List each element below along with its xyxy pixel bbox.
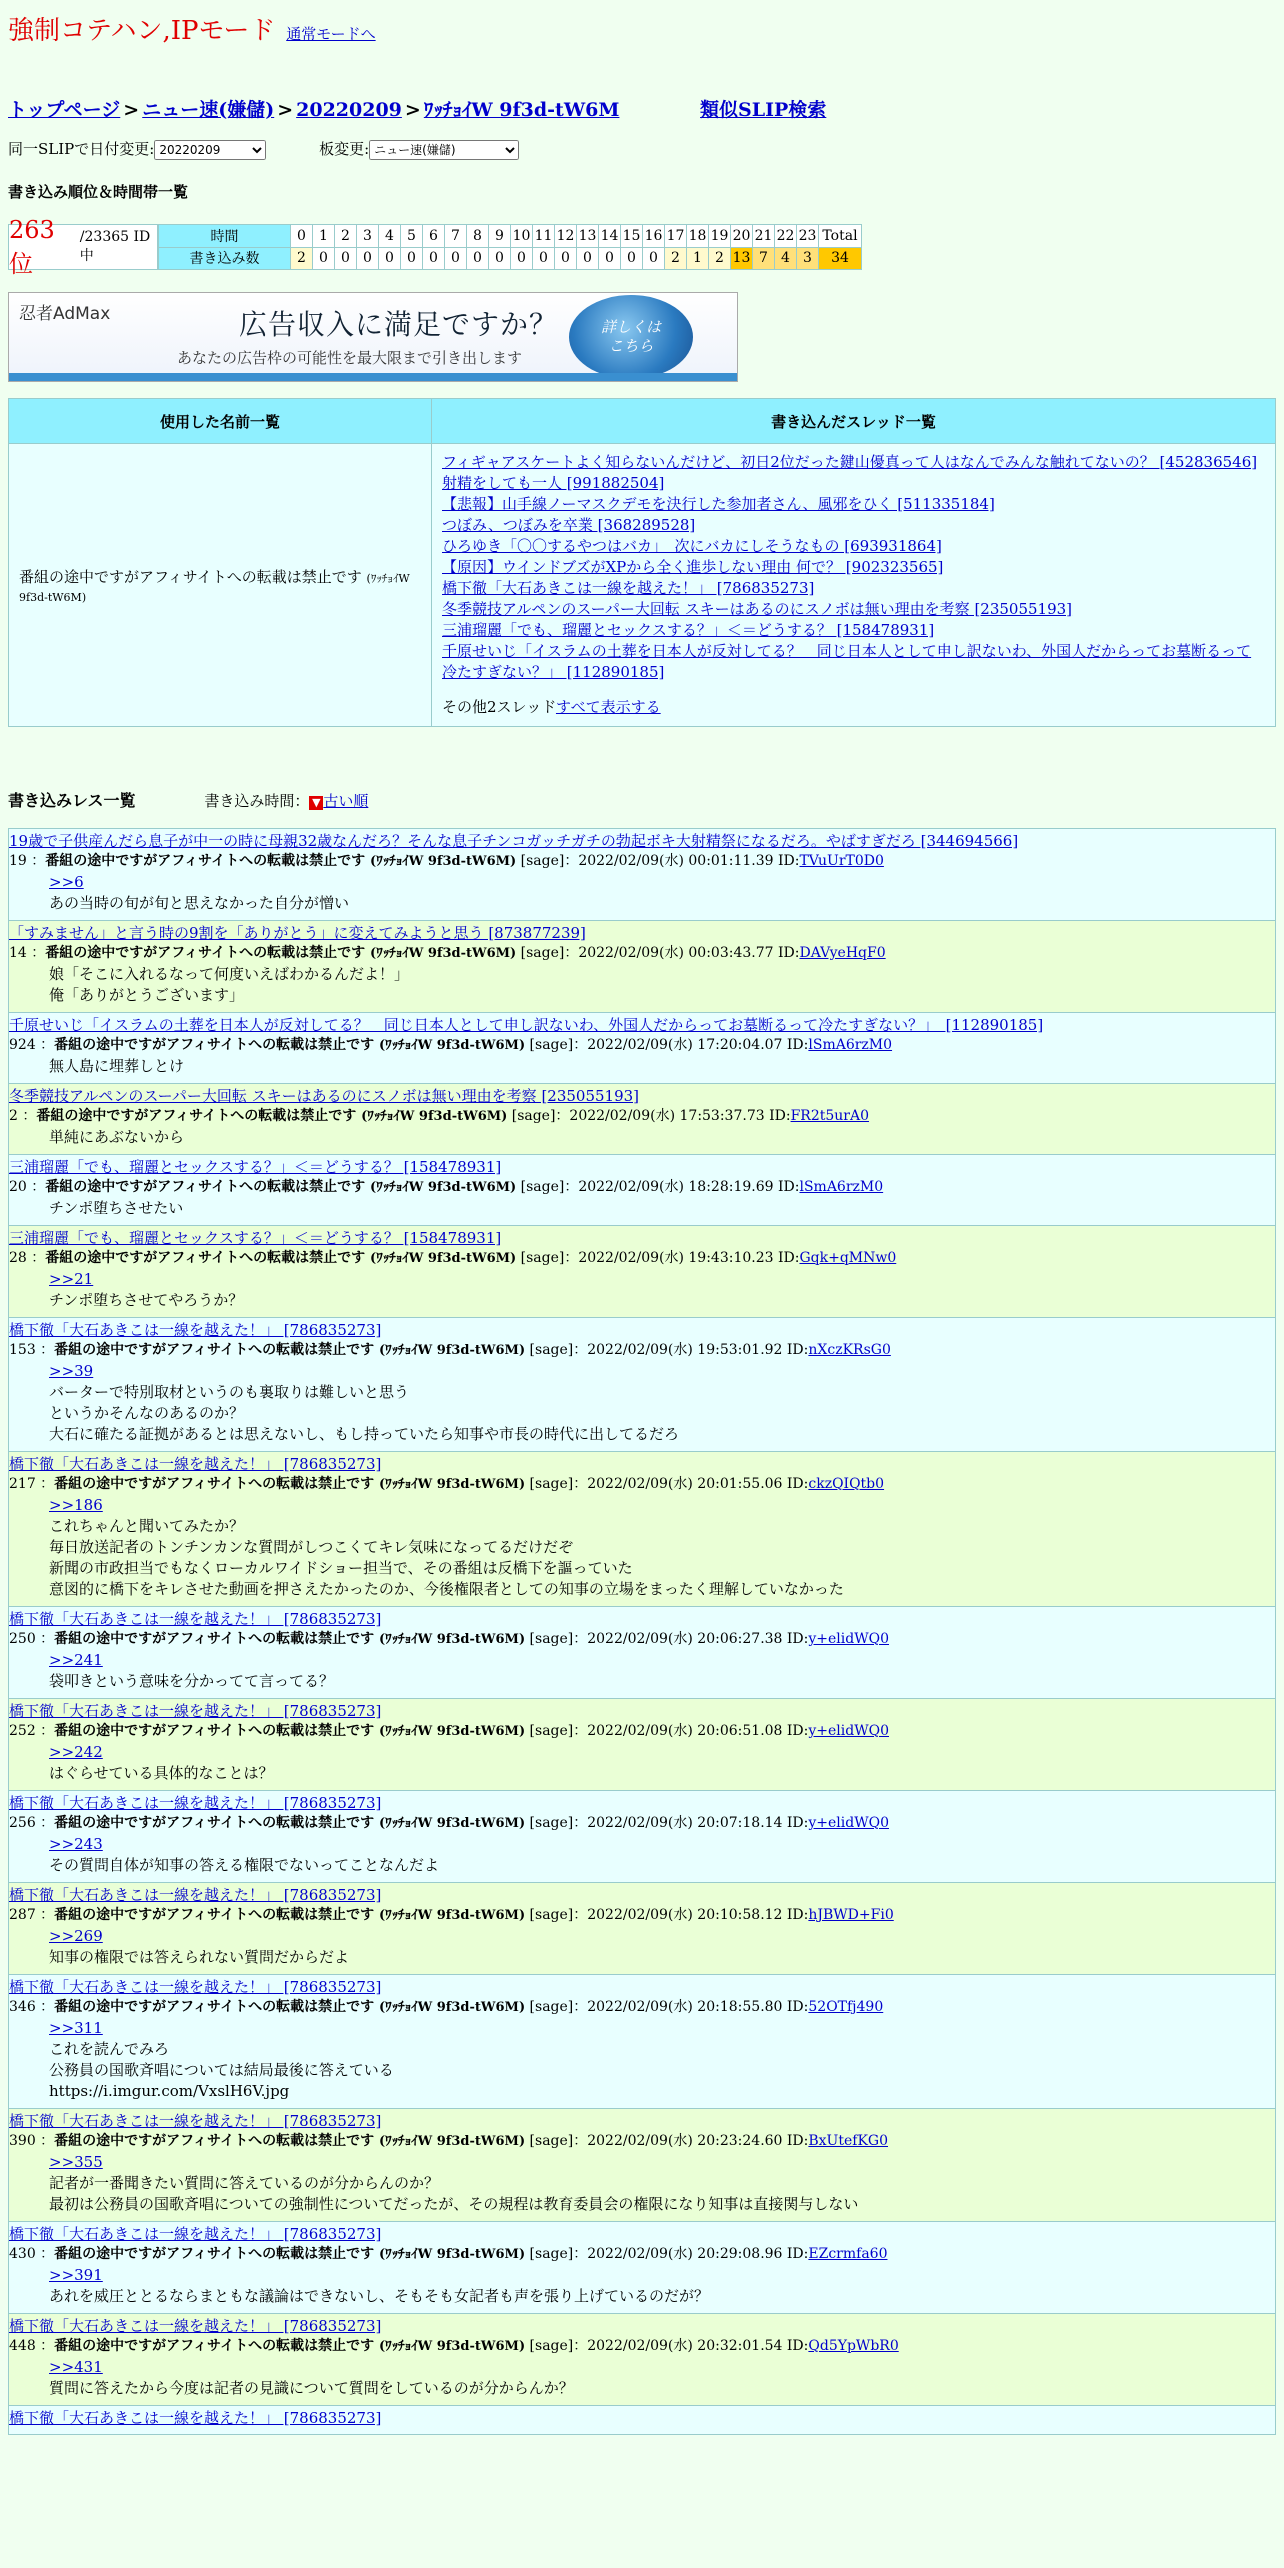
count-cell: 3 (797, 247, 819, 270)
post-name: 番組の途中ですがアフィサイトへの転載は禁止です (54, 1815, 379, 1831)
post-trip: (ﾜｯﾁｮｲW 9f3d-tW6M) (378, 1477, 526, 1492)
post-body (9, 964, 1275, 1006)
reply-anchor-link[interactable]: >>186 (49, 1496, 103, 1514)
post-header: 390 ：番組の途中ですがアフィサイトへの転載は禁止です (ﾜｯﾁｮｲW 9f3d-tW6M) [sage]：2022/02/09(水) 20:23:24.60 ID:BxUtefKG0 (9, 2133, 888, 2149)
post-thread-link[interactable]: 三浦瑠麗「でも、瑠麗とセックスする？」＜＝どうする？ [158478931] (9, 1229, 502, 1247)
reply-anchor-link[interactable]: >>6 (49, 873, 84, 891)
rank-box (8, 215, 158, 278)
thread-list (432, 444, 1276, 727)
post-thread-link[interactable]: 橋下徹「大石あきこは一線を越えた！」 [786835273] (9, 1886, 382, 1904)
reply-anchor-link[interactable]: >>39 (49, 1362, 94, 1380)
post-id-link[interactable]: 52OTfj490 (808, 1999, 884, 2015)
hour-cell: 20 (731, 225, 753, 248)
hour-cell: 7 (445, 225, 467, 248)
count-cell: 0 (621, 247, 643, 270)
post-line: 大石に確たる証拠があるとは思えないし、もし持っていたら知事や市長の時代に出してるだろ (49, 1425, 680, 1443)
post-name: 番組の途中ですがアフィサイトへの転載は禁止です (54, 1907, 379, 1923)
post-header: 217 ：番組の途中ですがアフィサイトへの転載は禁止です (ﾜｯﾁｮｲW 9f3d-tW6M) [sage]：2022/02/09(水) 20:01:55.06 ID:ckzQIQtb0 (9, 1476, 885, 1492)
ad-subtext: あなたの広告枠の可能性を最大限まで引き出します (177, 349, 523, 367)
post-list (8, 828, 1276, 2435)
post-id-link[interactable]: lSmA6rzM0 (808, 1037, 893, 1053)
count-cell: 0 (577, 247, 599, 270)
similar-slip-search-link[interactable]: 類似SLIP検索 (700, 99, 827, 121)
post-header: 250 ：番組の途中ですがアフィサイトへの転載は禁止です (ﾜｯﾁｮｲW 9f3d-tW6M) [sage]：2022/02/09(水) 20:06:27.38 ID:y+elidWQ0 (9, 1631, 889, 1647)
thread-link[interactable]: 三浦瑠麗「でも、瑠麗とセックスする？」＜＝どうする？ [158478931] (442, 621, 935, 639)
threads-header: 書き込んだスレッド一覧 (432, 399, 1276, 444)
count-cell: 0 (467, 247, 489, 270)
post-body (9, 1198, 1275, 1219)
hour-cell: 0 (291, 225, 313, 248)
post (8, 1452, 1276, 1607)
post-body (9, 872, 1275, 914)
reply-anchor-link[interactable]: >>241 (49, 1651, 103, 1669)
thread-link[interactable]: 【原因】ウインドブズがXPから全く進歩しない理由 何で？ [902323565] (442, 558, 944, 576)
hour-cell: 1 (313, 225, 335, 248)
post (8, 2222, 1276, 2314)
post-trip: (ﾜｯﾁｮｲW 9f3d-tW6M) (370, 854, 517, 869)
post-id-link[interactable]: EZcrmfa60 (808, 2246, 888, 2262)
post-id-link[interactable]: FR2t5urA0 (790, 1108, 869, 1124)
post-body (9, 1834, 1275, 1876)
post-id-link[interactable]: nXczKRsG0 (808, 1342, 891, 1358)
post-header: 20 ：番組の途中ですがアフィサイトへの転載は禁止です (ﾜｯﾁｮｲW 9f3d-tW6M) [sage]：2022/02/09(水) 18:28:19.69 ID:lSmA6rzM0 (9, 1179, 884, 1195)
post-body (9, 2152, 1275, 2215)
hour-cell: 12 (555, 225, 577, 248)
hour-cell: 17 (665, 225, 687, 248)
post-header: 153 ：番組の途中ですがアフィサイトへの転載は禁止です (ﾜｯﾁｮｲW 9f3d-tW6M) [sage]：2022/02/09(水) 19:53:01.92 ID:nXczKRsG0 (9, 1342, 891, 1358)
reply-anchor-link[interactable]: >>355 (49, 2153, 103, 2171)
post-header: 14 ：番組の途中ですがアフィサイトへの転載は禁止です (ﾜｯﾁｮｲW 9f3d-tW6M) [sage]：2022/02/09(水) 00:03:43.77 ID:DAVyeHqF0 (9, 945, 886, 961)
post-header: 19 ：番組の途中ですがアフィサイトへの転載は禁止です (ﾜｯﾁｮｲW 9f3d-tW6M) [sage]：2022/02/09(水) 00:01:11.39 ID:TVuUrT0D0 (9, 853, 884, 869)
reply-anchor-link[interactable]: >>311 (49, 2019, 103, 2037)
post-thread-link[interactable]: 「すみません」と言う時の9割を「ありがとう」に変えてみようと思う [873877239] (9, 924, 586, 942)
posts-title: 書き込みレス一覧 (8, 791, 136, 810)
post (8, 1607, 1276, 1699)
post-trip: (ﾜｯﾁｮｲW 9f3d-tW6M) (378, 1343, 526, 1358)
post (8, 1013, 1276, 1084)
count-cell: 0 (555, 247, 577, 270)
post-id-link[interactable]: y+elidWQ0 (808, 1723, 889, 1739)
post-id-link[interactable]: hJBWD+Fi0 (808, 1907, 894, 1923)
breadcrumb-top[interactable]: トップページ (8, 99, 121, 121)
board-change-label: 板変更: (319, 140, 370, 158)
hour-cell: 21 (753, 225, 775, 248)
hour-cell: 4 (379, 225, 401, 248)
count-cell: 4 (775, 247, 797, 270)
hour-cell: 5 (401, 225, 423, 248)
count-cell: 0 (599, 247, 621, 270)
post (8, 1883, 1276, 1975)
poster-name: 番組の途中ですがアフィサイトへの転載は禁止です (19, 567, 362, 586)
post-id-link[interactable]: Gqk+qMNw0 (799, 1250, 897, 1266)
post-thread-link[interactable]: 橋下徹「大石あきこは一線を越えた！」 [786835273] (9, 1321, 382, 1339)
post-line: これを読んでみろ (49, 2040, 170, 2058)
post-name: 番組の途中ですがアフィサイトへの転載は禁止です (54, 2338, 379, 2354)
post-name: 番組の途中ですがアフィサイトへの転載は禁止です (54, 1723, 379, 1739)
ad-headline: 広告収入に満足ですか？ (239, 308, 559, 341)
normal-mode-link[interactable]: 通常モードへ (286, 25, 376, 43)
post-name: 番組の途中ですがアフィサイトへの転載は禁止です (45, 853, 371, 869)
count-cell: 7 (753, 247, 775, 270)
post-header: 430 ：番組の途中ですがアフィサイトへの転載は禁止です (ﾜｯﾁｮｲW 9f3d-tW6M) [sage]：2022/02/09(水) 20:29:08.96 ID:EZcrmfa60 (9, 2246, 888, 2262)
rank-number: 263 位 (9, 215, 55, 278)
thread-link[interactable]: 橋下徹「大石あきこは一線を越えた！」 [786835273] (442, 579, 815, 597)
count-cell: 0 (643, 247, 665, 270)
post-id-link[interactable]: y+elidWQ0 (808, 1631, 889, 1647)
post-trip: (ﾜｯﾁｮｲW 9f3d-tW6M) (378, 1632, 526, 1647)
post-thread-link[interactable]: 橋下徹「大石あきこは一線を越えた！」 [786835273] (9, 2225, 382, 2243)
post-line: 娘「そこに入れるなって何度いえばわかるんだよ！」 (49, 965, 410, 983)
sort-down-icon: ▼ (309, 796, 323, 810)
post-line: チンポ堕ちさせたい (49, 1199, 184, 1217)
hour-cell: 9 (489, 225, 511, 248)
post-header: 448 ：番組の途中ですがアフィサイトへの転載は禁止です (ﾜｯﾁｮｲW 9f3d-tW6M) [sage]：2022/02/09(水) 20:32:01.54 ID:Qd5YpWbR0 (9, 2338, 899, 2354)
post-header: 252 ：番組の途中ですがアフィサイトへの転載は禁止です (ﾜｯﾁｮｲW 9f3d-tW6M) [sage]：2022/02/09(水) 20:06:51.08 ID:y+elidWQ0 (9, 1723, 889, 1739)
post-trip: (ﾜｯﾁｮｲW 9f3d-tW6M) (370, 1251, 517, 1266)
post (8, 1084, 1276, 1155)
date-select[interactable] (154, 140, 266, 160)
board-select[interactable] (369, 140, 519, 160)
post-body (9, 2018, 1275, 2102)
post-body (9, 1926, 1275, 1968)
hour-cell: 6 (423, 225, 445, 248)
ad-banner[interactable] (8, 292, 738, 382)
post-name: 番組の途中ですがアフィサイトへの転載は禁止です (36, 1108, 362, 1124)
post-name: 番組の途中ですがアフィサイトへの転載は禁止です (54, 1342, 379, 1358)
rank-total: /23365 ID中 (79, 229, 151, 264)
ad-button-label: 詳しくは こちら (600, 317, 661, 355)
post-line: これちゃんと聞いてみたか？ (49, 1517, 245, 1535)
post-line: あれを威圧ととるならまともな議論はできないし、そもそも女記者も声を張り上げているのだが？ (49, 2287, 710, 2305)
count-cell: 0 (423, 247, 445, 270)
post-thread-link[interactable]: 橋下徹「大石あきこは一線を越えた！」 [786835273] (9, 1794, 382, 1812)
reply-anchor-link[interactable]: >>243 (49, 1835, 103, 1853)
post-line: というかそんなのあるのか？ (49, 1404, 245, 1422)
post-trip: (ﾜｯﾁｮｲW 9f3d-tW6M) (361, 1109, 508, 1124)
post-body (9, 1495, 1275, 1600)
count-cell: 0 (313, 247, 335, 270)
hour-cell: 11 (533, 225, 555, 248)
hour-cell: 23 (797, 225, 819, 248)
reply-anchor-link[interactable]: >>431 (49, 2358, 103, 2376)
post-trip: (ﾜｯﾁｮｲW 9f3d-tW6M) (370, 1180, 517, 1195)
post-id-link[interactable]: DAVyeHqF0 (799, 945, 886, 961)
reply-anchor-link[interactable]: >>391 (49, 2266, 103, 2284)
post-thread-link[interactable]: 橋下徹「大石あきこは一線を越えた！」 [786835273] (9, 2317, 382, 2335)
ad-stripe (9, 373, 737, 381)
post-trip: (ﾜｯﾁｮｲW 9f3d-tW6M) (378, 1908, 526, 1923)
post-header: 924 ：番組の途中ですがアフィサイトへの転載は禁止です (ﾜｯﾁｮｲW 9f3d-tW6M) [sage]：2022/02/09(水) 17:20:04.07 ID:lSmA6rzM0 (9, 1037, 893, 1053)
order-label: 書き込み時間： (204, 792, 310, 810)
thread-link[interactable]: ひろゆき「〇〇するやつはバカ」 次にバカにしそうなもの [693931864] (442, 537, 942, 555)
count-cell: 0 (533, 247, 555, 270)
post (8, 2109, 1276, 2222)
hour-cell: 13 (577, 225, 599, 248)
post-name: 番組の途中ですがアフィサイトへの転載は禁止です (45, 1179, 371, 1195)
post-body (9, 1650, 1275, 1692)
post-trip: (ﾜｯﾁｮｲW 9f3d-tW6M) (378, 1816, 526, 1831)
total-count: 34 (819, 247, 862, 270)
post-line: 単純にあぶないから (49, 1128, 185, 1146)
thread-link[interactable]: フィギャアスケートよく知らないんだけど、初日2位だった鍵山優真って人はなんでみんな触れてないの？ [452836546] (442, 453, 1258, 471)
count-label: 書き込み数 (159, 247, 291, 270)
post-id-link[interactable]: BxUtefKG0 (808, 2133, 888, 2149)
more-threads-label: その他2スレッド (442, 698, 556, 716)
mode-title: 強制コテハン,IPモード (8, 16, 276, 46)
thread-link[interactable]: 射精をしても一人 [991882504] (442, 474, 665, 492)
count-cell: 0 (357, 247, 379, 270)
count-cell: 0 (335, 247, 357, 270)
post-name: 番組の途中ですがアフィサイトへの転載は禁止です (54, 1999, 379, 2015)
hour-cell: 22 (775, 225, 797, 248)
count-cell: 0 (489, 247, 511, 270)
post-name: 番組の途中ですがアフィサイトへの転載は禁止です (54, 1037, 379, 1053)
post-body (9, 1742, 1275, 1784)
post (8, 1226, 1276, 1318)
post-line: 毎日放送記者のトンチンカンな質問がしつこくてキレ気味になってるだけだぞ (49, 1538, 574, 1556)
post-line: チンポ堕ちさせてやろうか？ (49, 1291, 244, 1309)
hour-cell: 15 (621, 225, 643, 248)
ad-details-button[interactable] (569, 295, 693, 379)
post-line: 袋叩きという意味を分かってて言ってる？ (49, 1672, 335, 1690)
post-thread-link[interactable]: 橋下徹「大石あきこは一線を越えた！」 [786835273] (9, 1610, 382, 1628)
post-header: 346 ：番組の途中ですがアフィサイトへの転載は禁止です (ﾜｯﾁｮｲW 9f3d-tW6M) [sage]：2022/02/09(水) 20:18:55.80 ID:52OTfj490 (9, 1999, 884, 2015)
posts-header (8, 788, 368, 811)
post-name: 番組の途中ですがアフィサイトへの転載は禁止です (54, 2133, 379, 2149)
ad-logo: 忍者AdMax (19, 304, 111, 324)
thread-link[interactable]: 冬季競技アルペンのスーパー大回転 スキーはあるのにスノボは無い理由を考察 [235055193] (442, 600, 1073, 618)
post-name: 番組の途中ですがアフィサイトへの転載は禁止です (54, 2246, 379, 2262)
post-line: 最初は公務員の国歌斉唱についての強制性についてだったが、その規程は教育委員会の権限になり知事は直接関与しない (49, 2195, 859, 2213)
post-trip: (ﾜｯﾁｮｲW 9f3d-tW6M) (370, 946, 517, 961)
hour-cell: 3 (357, 225, 379, 248)
post-line: その質問自体が知事の答える権限でないってことなんだよ (49, 1856, 440, 1874)
post (8, 828, 1276, 921)
post-trip: (ﾜｯﾁｮｲW 9f3d-tW6M) (378, 1038, 526, 1053)
breadcrumb-separator: > (404, 99, 421, 121)
post-thread-link[interactable]: 橋下徹「大石あきこは一線を越えた！」 [786835273] (9, 2112, 382, 2130)
post-name: 番組の途中ですがアフィサイトへの転載は禁止です (54, 1476, 379, 1492)
post-body (9, 2265, 1275, 2307)
post-line: 質問に答えたから今度は記者の見識について質問をしているのが分からんか？ (49, 2379, 574, 2397)
post-thread-link[interactable]: 橋下徹「大石あきこは一線を越えた！」 [786835273] (9, 1455, 382, 1473)
post-thread-link[interactable]: 19歳で子供産んだら息子が中一の時に母親32歳なんだろ？そんな息子チンコガッチガチの勃起ボキ大射精祭になるだろ。やばすぎだろ [344694566] (9, 832, 1019, 850)
time-label: 時間 (159, 225, 291, 248)
breadcrumb-separator: > (123, 99, 140, 121)
count-cell: 2 (291, 247, 313, 270)
post-line: 公務員の国歌斉唱については結局最後に答えている (49, 2061, 394, 2079)
post-body (9, 1269, 1275, 1311)
thread-link[interactable]: つぼみ、つぼみを卒業 [368289528] (442, 516, 696, 534)
count-cell: 0 (401, 247, 423, 270)
post-line: はぐらせている具体的なことは？ (49, 1764, 274, 1782)
post (8, 2406, 1276, 2435)
hour-cell: 14 (599, 225, 621, 248)
breadcrumb-slip[interactable]: ﾜｯﾁｮｲW 9f3d-tW6M (423, 99, 620, 121)
total-label: Total (819, 225, 862, 248)
post-line: あの当時の旬が旬と思えなかった自分が憎い (49, 894, 350, 912)
post-name: 番組の途中ですがアフィサイトへの転載は禁止です (45, 1250, 371, 1266)
hour-cell: 10 (511, 225, 533, 248)
hour-cell: 16 (643, 225, 665, 248)
breadcrumb (8, 95, 826, 122)
post-line: 知事の権限では答えられない質問だからだよ (49, 1948, 350, 1966)
post-line: 無人島に埋葬しとけ (49, 1057, 185, 1075)
post-line: 俺「ありがとうございます」 (49, 986, 245, 1004)
name-cell (9, 444, 432, 727)
post-line: バーターで特別取材というのも裏取りは難しいと思う (49, 1383, 410, 1401)
post-body (9, 1056, 1275, 1077)
reply-anchor-link[interactable]: >>242 (49, 1743, 103, 1761)
post-line: 意図的に橋下をキレさせた動画を押さえたかったのか、今後権限者としての知事の立場をまったく理解していなかった (49, 1580, 844, 1598)
post (8, 2314, 1276, 2406)
reply-anchor-link[interactable]: >>21 (49, 1270, 94, 1288)
post-thread-link[interactable]: 橋下徹「大石あきこは一線を越えた！」 [786835273] (9, 2409, 382, 2427)
thread-link[interactable]: 【悲報】山手線ノーマスクデモを決行した参加者さん、風邪をひく [511335184] (442, 495, 995, 513)
count-cell: 2 (709, 247, 731, 270)
oldest-first-link[interactable]: 古い順 (323, 792, 369, 810)
hour-cell: 18 (687, 225, 709, 248)
post-body (9, 1127, 1275, 1148)
post-header: 256 ：番組の途中ですがアフィサイトへの転載は禁止です (ﾜｯﾁｮｲW 9f3d-tW6M) [sage]：2022/02/09(水) 20:07:18.14 ID:y+elidWQ0 (9, 1815, 889, 1831)
post-trip: (ﾜｯﾁｮｲW 9f3d-tW6M) (378, 2000, 526, 2015)
post-body (9, 1361, 1275, 1445)
count-cell: 13 (731, 247, 753, 270)
post-header: 2 ：番組の途中ですがアフィサイトへの転載は禁止です (ﾜｯﾁｮｲW 9f3d-tW6M) [sage]：2022/02/09(水) 17:53:37.73 ID:FR2t5urA0 (9, 1108, 869, 1124)
post-body (9, 2357, 1275, 2399)
post-id-link[interactable]: Qd5YpWbR0 (808, 2338, 899, 2354)
post-name: 番組の途中ですがアフィサイトへの転載は禁止です (54, 1631, 379, 1647)
count-cell: 2 (665, 247, 687, 270)
post (8, 921, 1276, 1013)
post-trip: (ﾜｯﾁｮｲW 9f3d-tW6M) (378, 2339, 526, 2354)
count-cell: 1 (687, 247, 709, 270)
post-line: 記者が一番聞きたい質問に答えているのが分からんのか？ (49, 2174, 440, 2192)
date-change-label: 同一SLIPで日付変更: (8, 140, 155, 158)
summary-table (8, 398, 1276, 727)
post-thread-link[interactable]: 千原せいじ「イスラムの土葬を日本人が反対してる？ 同じ日本人として申し訳ないわ、外国人だからってお墓断るって冷たすぎない？」 [112890185] (9, 1016, 1044, 1034)
post-header: 28 ：番組の途中ですがアフィサイトへの転載は禁止です (ﾜｯﾁｮｲW 9f3d-tW6M) [sage]：2022/02/09(水) 19:43:10.23 ID:Gqk+qMNw0 (9, 1250, 897, 1266)
post-line: https://i.imgur.com/VxslH6V.jpg (49, 2082, 290, 2100)
hour-cell: 2 (335, 225, 357, 248)
count-cell: 0 (511, 247, 533, 270)
post-id-link[interactable]: TVuUrT0D0 (799, 853, 884, 869)
show-all-threads-link[interactable]: すべて表示する (555, 698, 661, 716)
post-thread-link[interactable]: 橋下徹「大石あきこは一線を越えた！」 [786835273] (9, 1702, 382, 1720)
post-thread-link[interactable]: 冬季競技アルペンのスーパー大回転 スキーはあるのにスノボは無い理由を考察 [235055193] (9, 1087, 640, 1105)
post (8, 1791, 1276, 1883)
counts-row (159, 247, 862, 270)
post-id-link[interactable]: lSmA6rzM0 (799, 1179, 884, 1195)
breadcrumb-separator: > (277, 99, 294, 121)
count-cell: 0 (445, 247, 467, 270)
post-trip: (ﾜｯﾁｮｲW 9f3d-tW6M) (378, 2134, 526, 2149)
post (8, 1155, 1276, 1226)
post-trip: (ﾜｯﾁｮｲW 9f3d-tW6M) (378, 1724, 526, 1739)
post-thread-link[interactable]: 橋下徹「大石あきこは一線を越えた！」 [786835273] (9, 1978, 382, 1996)
ranking-heading: 書き込み順位＆時間帯一覧 (8, 183, 189, 201)
poster-trip: (ﾜｯﾁｮｲW 9f3d-tW6M) (19, 571, 410, 604)
selectors (8, 138, 519, 160)
post-header: 287 ：番組の途中ですがアフィサイトへの転載は禁止です (ﾜｯﾁｮｲW 9f3d-tW6M) [sage]：2022/02/09(水) 20:10:58.12 ID:hJBWD+Fi0 (9, 1907, 894, 1923)
reply-anchor-link[interactable]: >>269 (49, 1927, 103, 1945)
post (8, 1318, 1276, 1452)
thread-link[interactable]: 千原せいじ「イスラムの土葬を日本人が反対してる？ 同じ日本人として申し訳ないわ、外国人だからってお墓断るって冷たすぎない？」 [112890185] (442, 642, 1252, 681)
breadcrumb-date[interactable]: 20220209 (296, 99, 402, 121)
post-id-link[interactable]: y+elidWQ0 (808, 1815, 889, 1831)
post-id-link[interactable]: ckzQIQtb0 (808, 1476, 885, 1492)
hour-cell: 8 (467, 225, 489, 248)
post-thread-link[interactable]: 三浦瑠麗「でも、瑠麗とセックスする？」＜＝どうする？ [158478931] (9, 1158, 502, 1176)
ranking-row (8, 215, 862, 278)
hour-cell: 19 (709, 225, 731, 248)
post-name: 番組の途中ですがアフィサイトへの転載は禁止です (45, 945, 371, 961)
mode-line (8, 10, 376, 47)
count-cell: 0 (379, 247, 401, 270)
more-threads (442, 697, 1265, 718)
breadcrumb-board[interactable]: ニュー速(嫌儲) (142, 99, 275, 121)
post-trip: (ﾜｯﾁｮｲW 9f3d-tW6M) (378, 2247, 526, 2262)
post (8, 1975, 1276, 2109)
names-header: 使用した名前一覧 (9, 399, 432, 444)
hourly-table (158, 224, 862, 270)
hours-header-row (159, 225, 862, 248)
post (8, 1699, 1276, 1791)
post-line: 新聞の市政担当でもなくローカルワイドショー担当で、その番組は反橋下を謳っていた (49, 1559, 633, 1577)
